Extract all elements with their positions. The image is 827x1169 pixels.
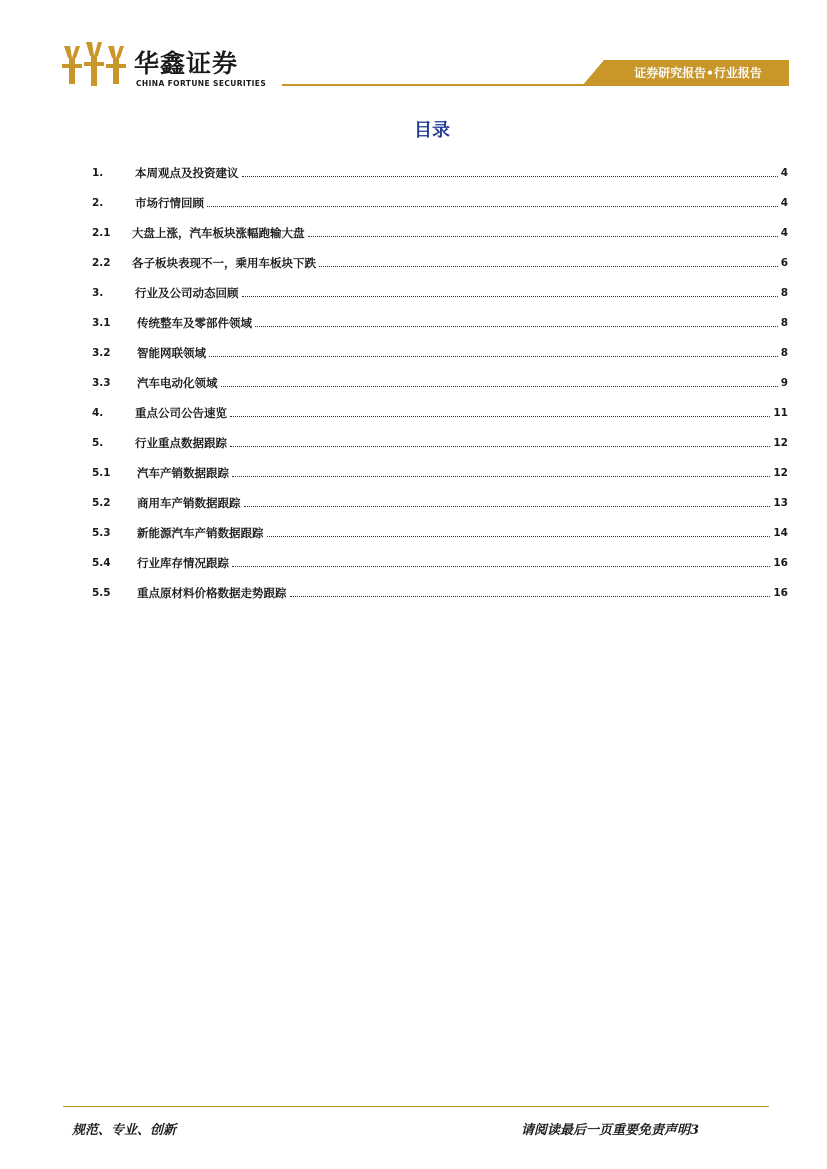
toc-entry[interactable] [92,248,788,278]
toc-entry-title: 行业及公司动态回顾 [135,286,239,300]
toc-entry-page: 14 [773,527,788,539]
toc-entry[interactable] [92,488,788,518]
toc-entry[interactable] [92,368,788,398]
toc-entry[interactable] [92,338,788,368]
toc-entry[interactable] [92,548,788,578]
toc-entry-number: 4. [92,407,104,419]
toc-entry-number: 2. [92,197,104,209]
footer-slogan: 规范、专业、创新 [72,1123,177,1138]
footer-divider [63,1106,769,1107]
toc-entry-number: 3.2 [92,347,111,359]
toc-entry-page: 9 [780,377,788,389]
toc-entry[interactable] [92,518,788,548]
toc-entry-page: 13 [773,497,788,509]
toc-leader-dots [232,565,770,567]
toc-entry-title: 重点原材料价格数据走势跟踪 [137,586,287,600]
toc-entry-title: 市场行情回顾 [135,196,204,210]
toc-leader-dots [267,535,771,537]
toc-entry[interactable] [92,158,788,188]
toc-entry-page: 4 [780,197,788,209]
toc-leader-dots [207,205,778,207]
toc-entry-title: 行业重点数据跟踪 [135,436,227,450]
toc-leader-dots [209,355,778,357]
toc-entry-page: 8 [780,317,788,329]
toc-leader-dots [230,415,770,417]
toc-leader-dots [308,235,778,237]
toc-entry-page: 6 [780,257,788,269]
toc-entry-title: 新能源汽车产销数据跟踪 [137,526,264,540]
toc-entry[interactable] [92,398,788,428]
toc-entry-number: 5. [92,437,104,449]
logo-english-name: CHINA FORTUNE SECURITIES [136,79,267,88]
toc-entry-title: 传统整车及零部件领域 [137,316,252,330]
toc-entry-page: 12 [773,437,788,449]
toc-leader-dots [244,505,771,507]
toc-entry-page: 16 [773,587,788,599]
toc-entry-page: 11 [773,407,788,419]
toc-entry-page: 8 [780,287,788,299]
toc-entry-number: 3.1 [92,317,111,329]
toc-entry-title: 大盘上涨，汽车板块涨幅跑输大盘 [132,226,305,240]
toc-entry-number: 3.3 [92,377,111,389]
toc-leader-dots [230,445,770,447]
toc-entry-title: 智能网联领域 [137,346,206,360]
toc-entry-number: 3. [92,287,104,299]
toc-leader-dots [232,475,770,477]
toc-entry[interactable] [92,578,788,608]
toc-entry-number: 2.1 [92,227,111,239]
toc-entry-number: 5.4 [92,557,111,569]
toc-heading: 目录 [414,120,450,141]
toc-leader-dots [319,265,778,267]
toc-entry-title: 商用车产销数据跟踪 [137,496,241,510]
toc-entry[interactable] [92,308,788,338]
toc-entry-number: 2.2 [92,257,111,269]
report-type-label: 证券研究报告•行业报告 [634,66,762,80]
toc-entry-page: 16 [773,557,788,569]
toc-entry-title: 本周观点及投资建议 [135,166,239,180]
toc-entry[interactable] [92,278,788,308]
toc-entry-number: 5.1 [92,467,111,479]
toc-entry-title: 汽车产销数据跟踪 [137,466,229,480]
toc-leader-dots [221,385,778,387]
toc-entry[interactable] [92,218,788,248]
toc-leader-dots [255,325,778,327]
toc-entry-page: 8 [780,347,788,359]
toc-entry-number: 5.2 [92,497,111,509]
toc-entry[interactable] [92,458,788,488]
toc-entry[interactable] [92,428,788,458]
toc-leader-dots [290,595,771,597]
company-logo-icon [58,40,130,90]
toc-entry-page: 4 [780,227,788,239]
toc-entry-title: 汽车电动化领域 [137,376,218,390]
page-header [0,0,827,100]
toc-leader-dots [242,295,778,297]
toc-entry-title: 重点公司公告速览 [135,406,227,420]
toc-entry-number: 5.3 [92,527,111,539]
logo-chinese-name: 华鑫证券 [134,49,239,78]
toc-leader-dots [242,175,778,177]
toc-entry[interactable] [92,188,788,218]
toc-entry-page: 4 [780,167,788,179]
footer-disclaimer: 请阅读最后一页重要免责声明3 [520,1123,699,1138]
toc-entry-title: 各子板块表现不一，乘用车板块下跌 [132,256,316,270]
toc-entry-number: 5.5 [92,587,111,599]
table-of-contents [92,158,788,608]
toc-entry-number: 1. [92,167,104,179]
toc-entry-page: 12 [773,467,788,479]
toc-entry-title: 行业库存情况跟踪 [137,556,229,570]
